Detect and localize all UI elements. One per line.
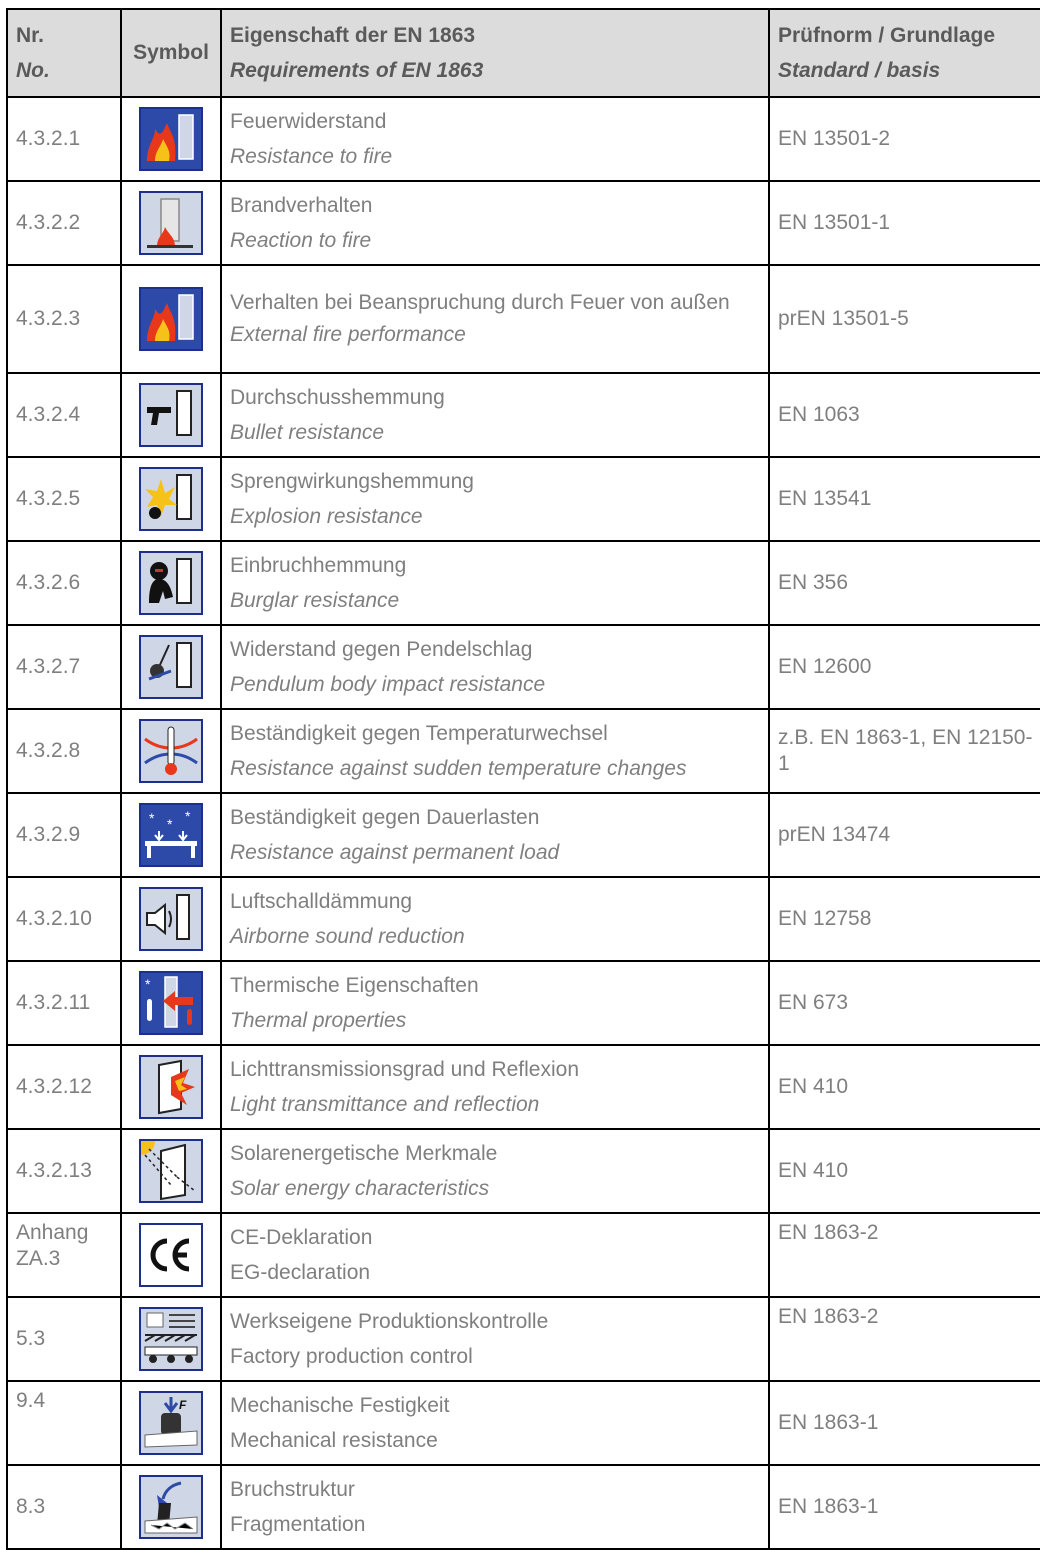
svg-text:*: * — [167, 816, 173, 832]
table-row — [7, 373, 1040, 457]
property-en: Thermal properties — [230, 1008, 407, 1032]
property-en: Airborne sound reduction — [230, 924, 465, 948]
property-de: Widerstand gegen Pendelschlag — [230, 637, 533, 661]
row-number: 8.3 — [7, 1465, 121, 1549]
property-de: Brandverhalten — [230, 193, 373, 217]
property-en: Resistance against permanent load — [230, 840, 560, 864]
standard: EN 12758 — [769, 877, 1040, 961]
property-de: Werkseigene Produktionskontrolle — [230, 1309, 549, 1333]
standard: EN 356 — [769, 541, 1040, 625]
bullet-resistance-icon — [139, 383, 203, 447]
property-de: Verhalten bei Beanspruchung durch Feuer von außen — [230, 291, 730, 314]
property-de: Lichttransmissionsgrad und Reflexion — [230, 1057, 580, 1081]
standard: EN 13541 — [769, 457, 1040, 541]
external-fire-icon — [139, 287, 203, 351]
property-de: Beständigkeit gegen Dauerlasten — [230, 805, 540, 829]
property-de: Feuerwiderstand — [230, 109, 387, 133]
row-number: 4.3.2.10 — [7, 877, 121, 961]
svg-text:*: * — [149, 810, 155, 826]
standard: prEN 13474 — [769, 793, 1040, 877]
property-de: Mechanische Festigkeit — [230, 1393, 450, 1417]
table-row — [7, 97, 1040, 181]
sound-reduction-icon — [139, 887, 203, 951]
reaction-to-fire-icon — [139, 191, 203, 255]
table-row — [7, 1381, 1040, 1465]
row-number: 4.3.2.7 — [7, 625, 121, 709]
row-number: 4.3.2.9 — [7, 793, 121, 877]
table-row — [7, 625, 1040, 709]
production-control-icon — [139, 1307, 203, 1371]
table-row — [7, 709, 1040, 793]
standard: EN 1863-2 — [769, 1213, 1040, 1297]
property-en: External fire performance — [230, 323, 466, 346]
property-de: Luftschalldämmung — [230, 889, 413, 913]
standard: EN 12600 — [769, 625, 1040, 709]
standard: prEN 13501-5 — [769, 265, 1040, 373]
burglar-resistance-icon — [139, 551, 203, 615]
thermal-properties-icon — [139, 971, 203, 1035]
table-row — [7, 1297, 1040, 1381]
explosion-resistance-icon — [139, 467, 203, 531]
row-number: 4.3.2.4 — [7, 373, 121, 457]
property-de: Einbruchhemmung — [230, 553, 407, 577]
header-standard: Prüfnorm / Grundlage Standard / basis — [769, 9, 1040, 97]
standard: z.B. EN 1863-1, EN 12150-1 — [769, 709, 1040, 793]
table-row — [7, 1465, 1040, 1549]
header-row — [7, 9, 1040, 97]
pendulum-impact-icon — [139, 635, 203, 699]
property-de: Bruchstruktur — [230, 1477, 355, 1501]
table-row — [7, 265, 1040, 373]
property-de: CE-Deklaration — [230, 1225, 373, 1249]
row-number: 4.3.2.6 — [7, 541, 121, 625]
standard: EN 410 — [769, 1045, 1040, 1129]
row-number: 4.3.2.13 — [7, 1129, 121, 1213]
header-property: Eigenschaft der EN 1863 Requirements of EN 1863 — [221, 9, 769, 97]
table-row — [7, 1129, 1040, 1213]
table-row — [7, 541, 1040, 625]
property-en: Solar energy characteristics — [230, 1176, 490, 1200]
standard: EN 13501-1 — [769, 181, 1040, 265]
row-number: 4.3.2.5 — [7, 457, 121, 541]
property-en: Bullet resistance — [230, 420, 385, 444]
table-row — [7, 961, 1040, 1045]
row-number: 9.4 — [7, 1381, 121, 1465]
property-de: Solarenergetische Merkmale — [230, 1141, 498, 1165]
permanent-load-icon — [139, 803, 203, 867]
property-en: EG-declaration — [230, 1260, 371, 1284]
table-row — [7, 181, 1040, 265]
ce-mark-icon — [139, 1223, 203, 1287]
property-de: Thermische Eigenschaften — [230, 973, 479, 997]
property-en: Light transmittance and reflection — [230, 1092, 540, 1116]
property-en: Reaction to fire — [230, 228, 372, 252]
row-number: 4.3.2.3 — [7, 265, 121, 373]
property-en: Fragmentation — [230, 1512, 366, 1536]
standard: EN 1863-2 — [769, 1297, 1040, 1381]
mechanical-strength-icon — [139, 1391, 203, 1455]
row-number: 4.3.2.1 — [7, 97, 121, 181]
solar-energy-icon — [139, 1139, 203, 1203]
property-en: Explosion resistance — [230, 504, 423, 528]
svg-text:*: * — [145, 976, 151, 992]
row-number: 4.3.2.8 — [7, 709, 121, 793]
header-nr: Nr. No. — [7, 9, 121, 97]
fragmentation-icon — [139, 1475, 203, 1539]
property-de: Sprengwirkungshemmung — [230, 469, 474, 493]
svg-text:*: * — [185, 808, 191, 824]
standard: EN 673 — [769, 961, 1040, 1045]
row-number: 4.3.2.12 — [7, 1045, 121, 1129]
row-number: 4.3.2.11 — [7, 961, 121, 1045]
property-de: Beständigkeit gegen Temperaturwechsel — [230, 721, 608, 745]
row-number: Anhang ZA.3 — [7, 1213, 121, 1297]
standard: EN 13501-2 — [769, 97, 1040, 181]
standard: EN 410 — [769, 1129, 1040, 1213]
property-de: Durchschusshemmung — [230, 385, 445, 409]
property-en: Resistance against sudden temperature changes — [230, 756, 687, 780]
standard: EN 1063 — [769, 373, 1040, 457]
table-row — [7, 877, 1040, 961]
header-symbol: Symbol — [121, 9, 221, 97]
fire-resistance-icon — [139, 107, 203, 171]
table-row — [7, 1045, 1040, 1129]
property-en: Mechanical resistance — [230, 1428, 438, 1452]
table-row — [7, 793, 1040, 877]
table-row — [7, 1213, 1040, 1297]
property-en: Resistance to fire — [230, 144, 393, 168]
property-en: Factory production control — [230, 1344, 473, 1368]
property-en: Burglar resistance — [230, 588, 400, 612]
property-en: Pendulum body impact resistance — [230, 672, 546, 696]
requirements-table — [6, 8, 1040, 1550]
row-number: 4.3.2.2 — [7, 181, 121, 265]
standard: EN 1863-1 — [769, 1465, 1040, 1549]
table-row — [7, 457, 1040, 541]
row-number: 5.3 — [7, 1297, 121, 1381]
light-transmittance-icon — [139, 1055, 203, 1119]
standard: EN 1863-1 — [769, 1381, 1040, 1465]
temperature-change-icon — [139, 719, 203, 783]
svg-text:F: F — [179, 1398, 187, 1412]
